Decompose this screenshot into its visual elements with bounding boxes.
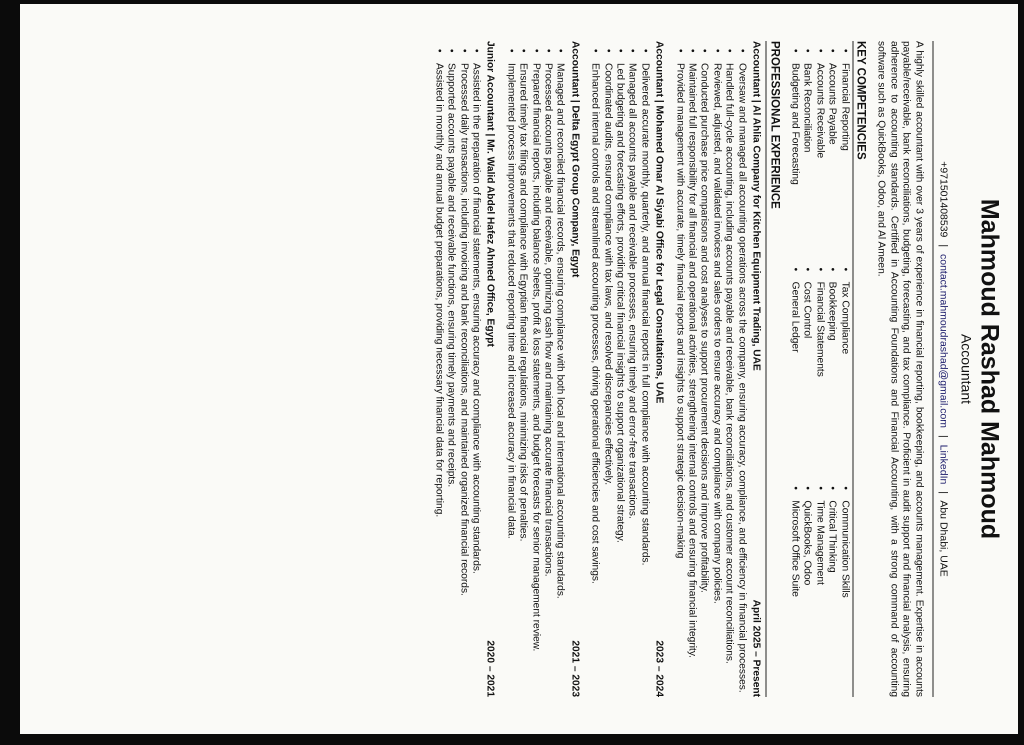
competencies-column — [788, 260, 850, 479]
resume-page — [22, 19, 1017, 719]
contact-separator: | — [937, 244, 950, 248]
competencies-grid — [788, 41, 850, 697]
job-bullet: • Delivered accurate monthly, quarterly, and annual financial reports in full compliance with accounting standards. — [638, 49, 650, 697]
competency-item: • Budgeting and Forecasting — [788, 49, 800, 260]
job-title-company: Junior Accountant | Mr. Walid Abdel Hafez Ahmed Office, Egypt — [484, 41, 496, 347]
competency-item: • General Ledger — [788, 268, 800, 479]
job-bullets — [504, 41, 566, 697]
job-bullet: • Ensured timely tax filings and compliance with Egyptian financial regulations, minimizing risks of penalties. — [516, 49, 528, 697]
job-bullet: • Oversaw and managed all accounting operations across the company, ensuring accuracy, compliance, and efficiency in financial processes. — [735, 49, 747, 697]
job-heading — [652, 41, 664, 697]
job-bullets — [588, 41, 650, 697]
phone-number: +971501408539 — [937, 161, 950, 238]
job-bullet: • Processed accounts payable and receivable, optimizing cash flow and maintaining accurate financial transactions. — [541, 49, 553, 697]
job-title-company: Accountant | Delta Egypt Group Company, Egypt — [569, 41, 581, 278]
contact-line — [937, 41, 949, 697]
job-bullet: • Assisted in the preparation of financial statements, ensuring accuracy and compliance with accounting standards. — [469, 49, 481, 697]
job-bullet: • Assisted in monthly and annual budget preparations, providing necessary financial data for reporting. — [432, 49, 444, 697]
job-heading — [568, 41, 580, 697]
competency-item: • Bookkeeping — [825, 268, 837, 479]
job-dates: 2021 – 2023 — [569, 640, 581, 697]
linkedin-link[interactable]: LinkedIn — [937, 444, 950, 485]
competency-item: • Microsoft Office Suite — [788, 486, 800, 697]
job-bullet: • Processed daily transactions, including invoicing and bank reconciliations, and maintained organized financial records. — [457, 49, 469, 697]
candidate-name: Mahmoud Rashad Mahmoud — [975, 198, 1004, 540]
competency-item: • Critical Thinking — [825, 486, 837, 697]
experience-title: PROFESSIONAL EXPERIENCE — [766, 41, 780, 697]
professional-summary: A highly skilled accountant with over 3 years of experience in financial reporting, bookkeeping, and accounts management. Expertise in accounts payable/receivable, bank reconciliations, budgeting, forecasting, and tax compliance. Proficient in audit support and financial analysis, ensuring adherence to accounting standards. Certified in Accounting Foundations and Financial Accounting, with a strong command of accounting software such as QuickBooks, Odoo, and Al Ameen. — [875, 41, 925, 697]
job-dates: 2020 – 2021 — [484, 640, 496, 697]
job-bullet: • Managed all accounts payable and receivable processes, ensuring timely and error-free transactions. — [626, 49, 638, 697]
competencies-column — [788, 478, 850, 697]
job-bullet: • Handled full-cycle accounting, including accounts payable and receivable, bank reconciliations, and customer account reconciliations. — [722, 49, 734, 697]
job-bullet: • Supported accounts payable and receivable functions, ensuring timely payments and receipts. — [444, 49, 456, 697]
job-bullet: • Coordinated audits, ensured compliance with tax laws, and resolved discrepancies effectively. — [601, 49, 613, 697]
job-bullets — [673, 41, 747, 697]
job-bullet: • Implemented process improvements that reduced reporting time and increased accuracy in financial data. — [504, 49, 516, 697]
job-bullet: • Reviewed, adjusted, and validated invoices and sales orders to ensure accuracy and compliance with company policies. — [710, 49, 722, 697]
job-dates: 2023 – 2024 — [653, 640, 665, 697]
competency-item: • Financial Reporting — [838, 49, 850, 260]
contact-separator: | — [937, 434, 950, 438]
job-bullet: • Prepared financial reports, including balance sheets, profit & loss statements, and budget forecasts for senior management review. — [529, 49, 541, 697]
job-title-company: Accountant | Mohamed Omar Al Siyabi Office for Legal Consultations, UAE — [653, 41, 665, 404]
email-link[interactable]: contact.mahmoudrashad@gmail.com — [937, 253, 950, 429]
job-bullet: • Conducted purchase price comparisons and cost analyses to support procurement decisions and improve profitability. — [698, 49, 710, 697]
job-bullet: • Managed and reconciled financial records, ensuring compliance with both local and international accounting standards. — [554, 49, 566, 697]
competency-item: • Financial Statements — [813, 268, 825, 479]
competency-item: • Time Management — [813, 486, 825, 697]
competencies-title: KEY COMPETENCIES — [852, 41, 866, 697]
competency-item: • QuickBooks, Odoo — [800, 486, 812, 697]
competency-item: • Bank Reconciliation — [800, 49, 812, 260]
job-title-company: Accountant | Al Ahlia Company for Kitchen Equipment Trading, UAE — [750, 41, 762, 371]
job-dates: April 2025 – Present — [750, 599, 762, 697]
header-divider — [932, 41, 933, 697]
contact-separator: | — [937, 491, 950, 494]
competency-item: • Accounts Receivable — [813, 49, 825, 260]
competency-item: • Cost Control — [800, 268, 812, 479]
job-bullet: • Maintained full responsibility for all financial and operational activities, strengthening internal controls and ensuring financial integrity. — [685, 49, 697, 697]
competency-item: • Communication Skills — [838, 486, 850, 697]
competencies-column — [788, 41, 850, 260]
scanned-paper — [20, 4, 1018, 734]
job-bullet: • Led budgeting and forecasting efforts, providing critical financial insights to support organizational strategy. — [613, 49, 625, 697]
job-heading — [484, 41, 496, 697]
job-bullets — [432, 41, 482, 697]
job-heading — [749, 41, 761, 697]
job-bullet: • Provided management with accurate, timely financial reports and insights to support strategic decision-making — [673, 49, 685, 697]
job-bullet: • Enhanced internal controls and streamlined accounting processes, driving operational efficiencies and cost savings. — [588, 49, 600, 697]
competency-item: • Tax Compliance — [838, 268, 850, 479]
competency-item: • Accounts Payable — [825, 49, 837, 260]
location: Abu Dhabi, UAE — [937, 500, 950, 577]
candidate-role: Accountant — [958, 333, 975, 405]
